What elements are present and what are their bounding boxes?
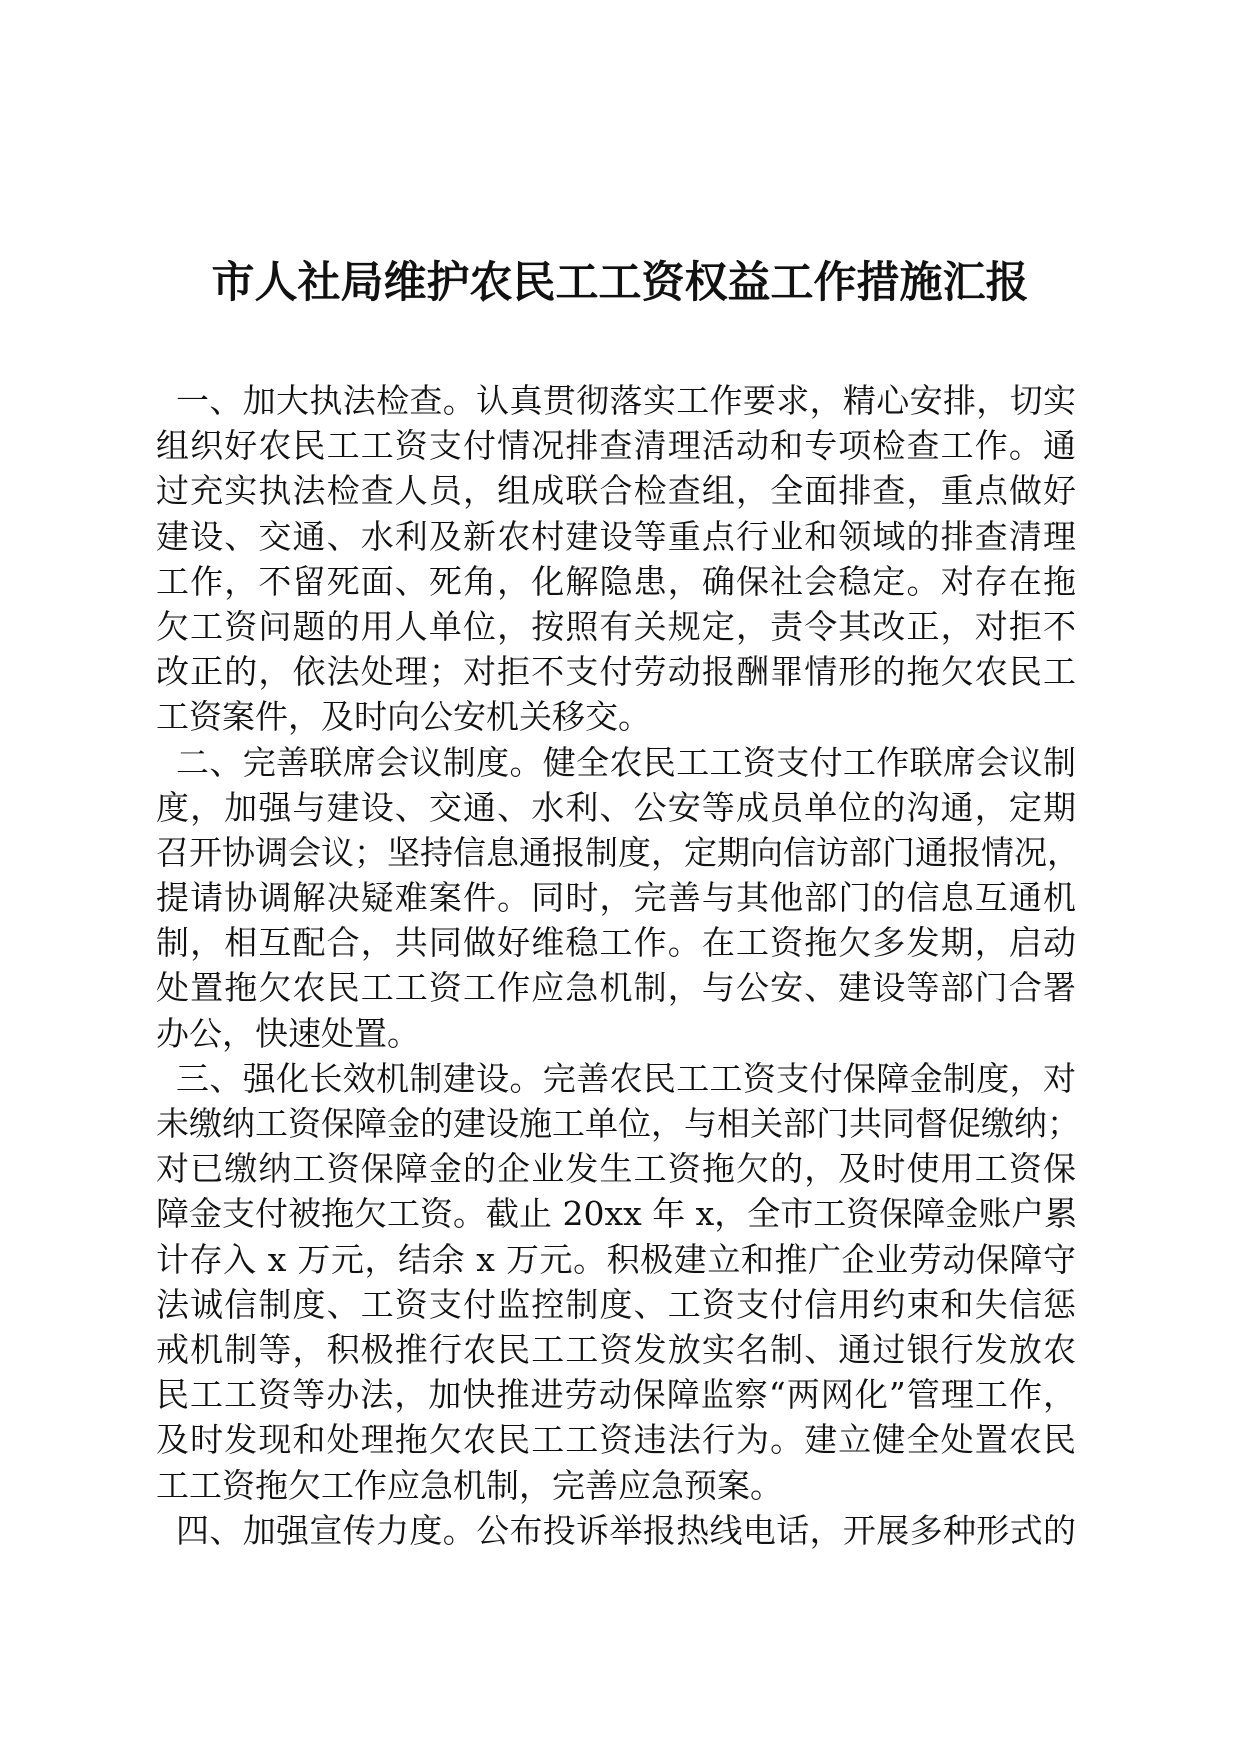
paragraph-line: 对已缴纳工资保障金的企业发生工资拖欠的，及时使用工资保 xyxy=(156,1149,1076,1189)
paragraph xyxy=(156,1056,1080,1508)
paragraph-line: 一、加大执法检查。认真贯彻落实工作要求，精心安排，切实 xyxy=(176,381,1076,420)
document-title: 市人社局维护农民工工资权益工作措施汇报 xyxy=(211,258,1029,308)
paragraph-line: 组织好农民工工资支付情况排查清理活动和专项检查工作。通 xyxy=(156,426,1076,466)
paragraph-line: 召开协调会议；坚持信息通报制度，定期向信访部门通报情况， xyxy=(156,832,1080,872)
paragraph xyxy=(156,1508,1076,1553)
paragraph-line: 计存入 x 万元，结余 x 万元。积极建立和推广企业劳动保障守 xyxy=(156,1239,1076,1279)
paragraph-line: 工作，不留死面、死角，化解隐患，确保社会稳定。对存在拖 xyxy=(156,561,1076,601)
paragraph-line: 及时发现和处理拖欠农民工工资违法行为。建立健全处置农民 xyxy=(156,1420,1076,1460)
paragraph-line: 二、完善联席会议制度。健全农民工工资支付工作联席会议制 xyxy=(176,742,1076,782)
paragraph xyxy=(156,378,1076,740)
paragraph-line: 办公，快速处置。 xyxy=(156,1013,420,1053)
paragraph-line: 工工资拖欠工作应急机制，完善应急预案。 xyxy=(156,1465,783,1505)
paragraph-line: 制，相互配合，共同做好维稳工作。在工资拖欠多发期，启动 xyxy=(156,923,1076,963)
paragraph-line: 四、加强宣传力度。公布投诉举报热线电话，开展多种形式的 xyxy=(176,1510,1076,1550)
paragraph-line: 三、强化长效机制建设。完善农民工工资支付保障金制度，对 xyxy=(176,1058,1076,1098)
paragraph-line: 未缴纳工资保障金的建设施工单位，与相关部门共同督促缴纳； xyxy=(156,1104,1080,1143)
document-body xyxy=(156,378,1080,1553)
paragraph-line: 障金支付被拖欠工资。截止 20xx 年 x，全市工资保障金账户累 xyxy=(156,1194,1078,1234)
paragraph-line: 改正的，依法处理；对拒不支付劳动报酬罪情形的拖欠农民工 xyxy=(156,652,1076,692)
paragraph-line: 度，加强与建设、交通、水利、公安等成员单位的沟通，定期 xyxy=(156,787,1076,827)
paragraph-line: 工资案件，及时向公安机关移交。 xyxy=(156,697,651,737)
paragraph-line: 建设、交通、水利及新农村建设等重点行业和领域的排查清理 xyxy=(156,516,1076,556)
paragraph-line: 戒机制等，积极推行农民工工资发放实名制、通过银行发放农 xyxy=(156,1329,1076,1369)
paragraph-line: 过充实执法检查人员，组成联合检查组，全面排查，重点做好 xyxy=(156,471,1076,511)
paragraph-line: 处置拖欠农民工工资工作应急机制，与公安、建设等部门合署 xyxy=(156,968,1076,1008)
paragraph xyxy=(156,740,1080,1056)
paragraph-line: 提请协调解决疑难案件。同时，完善与其他部门的信息互通机 xyxy=(156,878,1076,918)
paragraph-line: 欠工资问题的用人单位，按照有关规定，责令其改正，对拒不 xyxy=(156,606,1076,646)
paragraph-line: 民工工资等办法，加快推进劳动保障监察“两网化”管理工作， xyxy=(156,1375,1076,1415)
paragraph-line: 法诚信制度、工资支付监控制度、工资支付信用约束和失信惩 xyxy=(156,1284,1076,1324)
